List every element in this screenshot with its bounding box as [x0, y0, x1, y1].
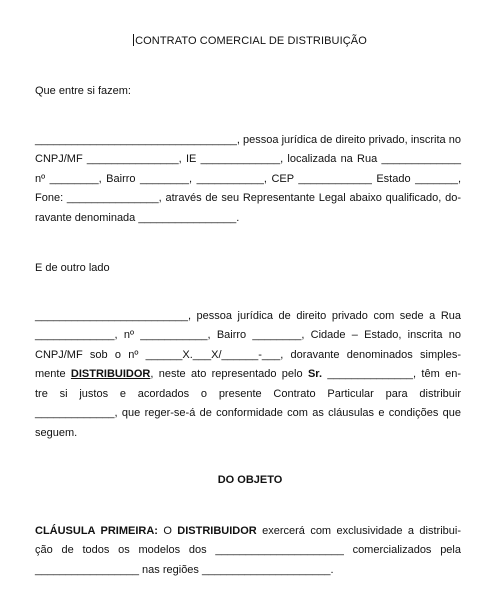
party-two-line-3: CNPJ/MF sob o nº ______X.___X/______-___, doravante denominados simples-: [35, 349, 461, 361]
document-title-text: CONTRATO COMERCIAL DE DISTRIBUIÇÃO: [135, 35, 367, 47]
clause-one-distribuidor: DISTRIBUIDOR: [177, 525, 257, 537]
section-title-do-objeto: DO OBJETO: [217, 474, 283, 486]
party-one-line-5: ravante denominada ________________.: [35, 212, 240, 224]
party-two-line-2: _____________, nº ___________, Bairro ________, Cidade – Estado, inscrita no: [35, 329, 461, 341]
party-two-line-4-end: ______________, têm en-: [322, 368, 461, 380]
sr-label: Sr.: [307, 368, 323, 380]
party-two-line-5: tre si justos e acordados o presente Contrato Particular para distribuir: [35, 388, 461, 400]
party-two-line-4-middle: , neste ato representado pelo: [150, 368, 308, 380]
party-two-line-4: [35, 367, 461, 381]
party-one-line-3: nº ________, Bairro ________, ___________, CEP ____________ Estado _______,: [35, 173, 461, 185]
document-title: [0, 34, 500, 47]
party-one-line-2: CNPJ/MF _______________, IE _____________, localizada na Rua _____________: [35, 153, 461, 165]
clause-one-label: CLÁUSULA PRIMEIRA:: [35, 525, 158, 537]
party-one-line-1: _________________________________, pessoa jurídica de direito privado, inscrita no: [35, 134, 461, 146]
party-two-line-7: seguem.: [35, 427, 78, 439]
party-two-line-4-start: mente: [35, 368, 71, 380]
clause-one-line-1: [35, 524, 461, 538]
clause-one-text-a: O: [157, 525, 178, 537]
party-two-line-6: _____________, que reger-se-á de conformidade com as cláusulas e condições que: [35, 407, 461, 419]
clause-one-text-b: exercerá com exclusividade a distribui-: [256, 525, 461, 537]
distribuidor-label: DISTRIBUIDOR: [70, 368, 151, 380]
clause-one-line-2: ção de todos os modelos dos _____________________ comercializados pela: [35, 544, 461, 556]
text-cursor: [133, 34, 134, 46]
other-side-text: E de outro lado: [35, 262, 110, 274]
party-two-line-1: _________________________, pessoa jurídica de direito privado com sede a Rua: [35, 310, 461, 322]
clause-one-line-3: _________________ nas regiões _____________________.: [35, 564, 334, 576]
intro-text: Que entre si fazem:: [35, 85, 131, 97]
party-one-line-4: Fone: _______________, através de seu Representante Legal abaixo qualificado, do-: [35, 192, 461, 204]
